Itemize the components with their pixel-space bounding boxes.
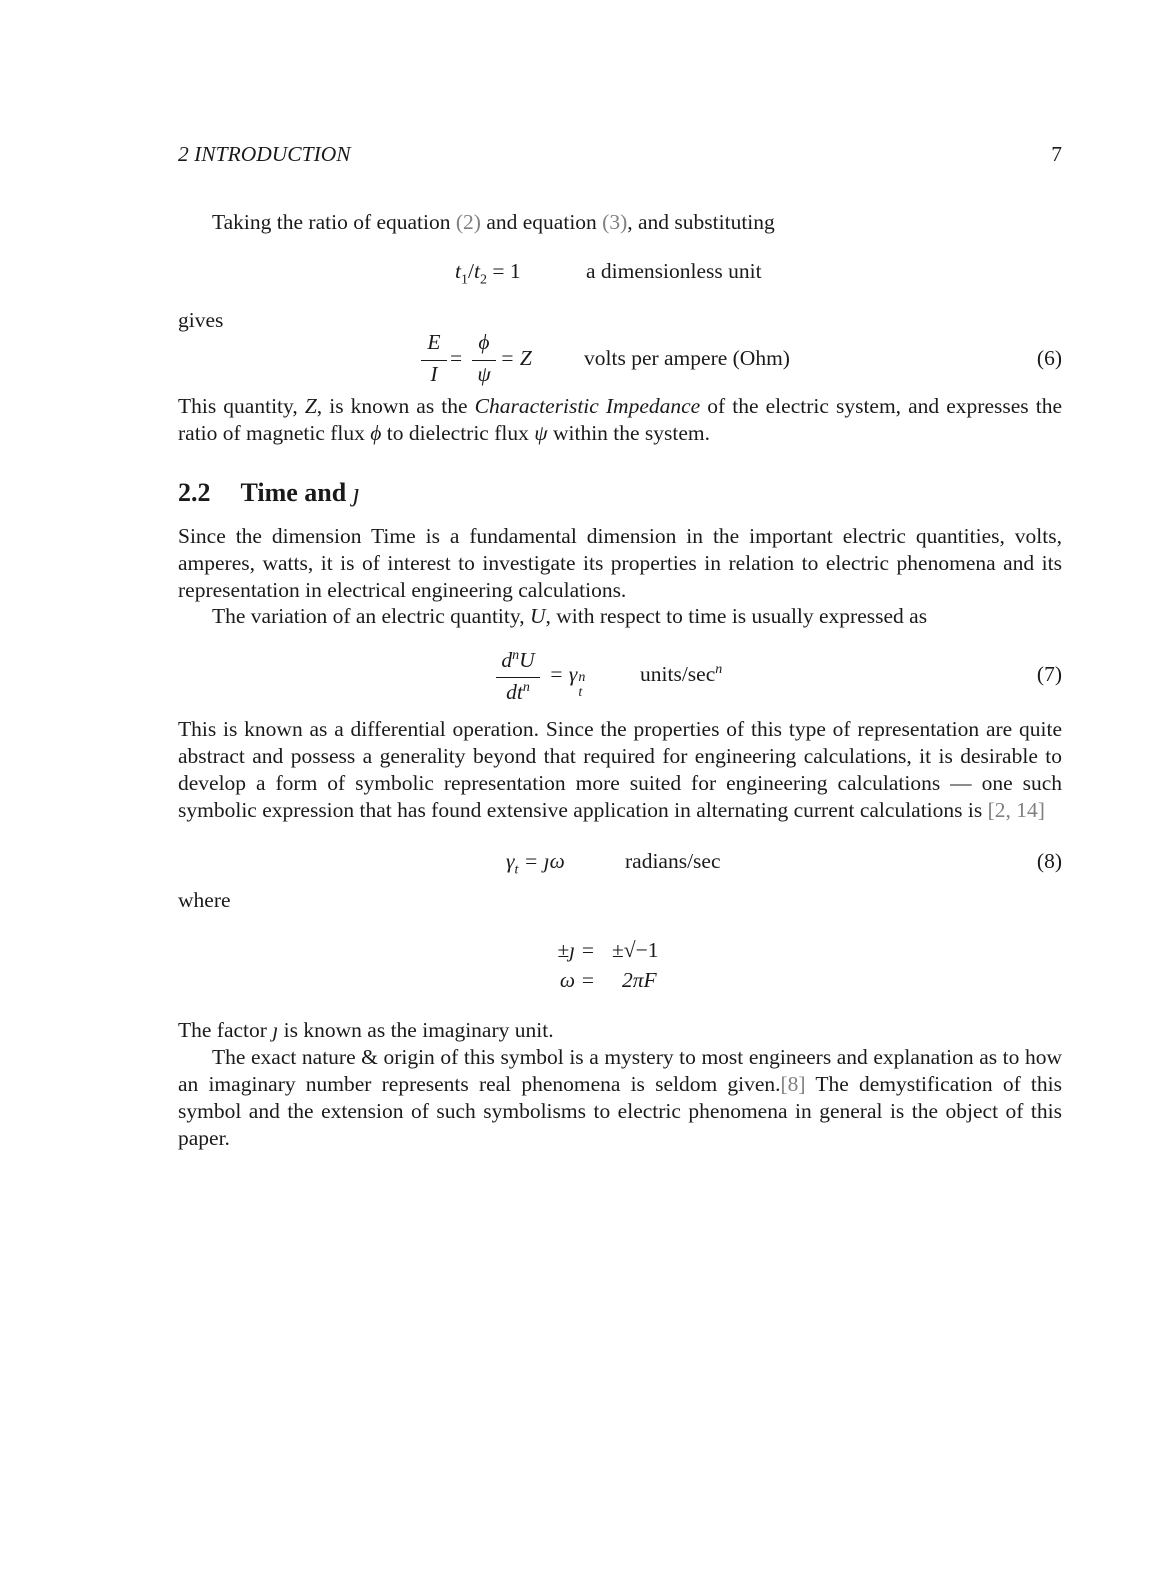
eq6-denominator-psi: ψ bbox=[477, 362, 491, 386]
def-omega-lhs: ω = bbox=[559, 968, 595, 992]
gamma: γ bbox=[506, 849, 515, 873]
superscript-n: n bbox=[522, 679, 530, 695]
eq6-fraction-bar bbox=[472, 360, 496, 361]
eq6-denominator-I: I bbox=[430, 362, 438, 386]
equals-one: = 1 bbox=[486, 259, 521, 283]
eq7-number: (7) bbox=[1036, 662, 1062, 686]
subscript: 1 bbox=[460, 272, 468, 288]
eq8-expression bbox=[506, 849, 565, 878]
citation-ref-2[interactable]: 2 bbox=[994, 798, 1006, 822]
def-omega-rhs: 2πF bbox=[622, 968, 657, 992]
text: within the system. bbox=[547, 421, 711, 445]
d: d bbox=[501, 648, 513, 672]
eq6-numerator-E: E bbox=[427, 330, 441, 354]
equation-ref-2[interactable]: (2) bbox=[455, 210, 481, 234]
dt: dt bbox=[506, 680, 523, 704]
text: The exact nature & origin of this symbol is a mystery to most engineers and explanation as to how an imaginary number represents real phenomena is seldom given. bbox=[178, 1045, 1062, 1096]
subscript-t: t bbox=[514, 862, 519, 878]
text: , is known as the bbox=[316, 394, 475, 418]
var-Z: Z bbox=[304, 394, 317, 418]
section-number: 2.2 bbox=[178, 478, 211, 507]
superscript-n: n bbox=[578, 670, 586, 685]
eq6-description: volts per ampere (Ohm) bbox=[584, 346, 790, 370]
slash: / bbox=[467, 259, 474, 283]
section-heading-2-2 bbox=[178, 478, 360, 508]
eq7-numerator bbox=[494, 648, 542, 673]
eq6-equals: = bbox=[450, 346, 463, 370]
paragraph-imaginary-unit bbox=[178, 1018, 554, 1043]
var-psi: ψ bbox=[534, 421, 548, 445]
word-gives: gives bbox=[178, 308, 224, 332]
text: Taking the ratio of equation bbox=[212, 210, 456, 234]
text: of the electric system, and expresses the ratio of magnetic flux bbox=[178, 394, 1062, 445]
comma: , bbox=[1005, 798, 1017, 822]
text: The variation of an electric quantity, bbox=[212, 604, 530, 628]
superscript-n: n bbox=[715, 661, 723, 677]
text: This quantity, bbox=[178, 394, 305, 418]
paragraph-differential-operation bbox=[178, 716, 1062, 824]
symbol-j: ȷ bbox=[272, 1018, 279, 1042]
paragraph-time-dimension: Since the dimension Time is a fundamental dimension in the important electric quantities, volts, amperes, watts, it is of interest to investigate its properties in relation to electric phenomena and its representation in electrical engineering calculations. bbox=[178, 524, 1062, 602]
citation-ref-8[interactable]: [8] bbox=[780, 1072, 806, 1096]
text: and equation bbox=[480, 210, 603, 234]
eq6-equals-Z: = Z bbox=[500, 346, 532, 370]
superscript-n: n bbox=[512, 647, 520, 663]
text: , and substituting bbox=[627, 210, 775, 234]
term-characteristic-impedance: Characteristic Impedance bbox=[474, 394, 701, 418]
rhs: = ȷω bbox=[518, 849, 565, 873]
var-t: t bbox=[455, 259, 461, 283]
var-phi: ϕ bbox=[370, 421, 382, 445]
symbol-j: ȷ bbox=[352, 478, 360, 507]
text: is known as the imaginary unit. bbox=[278, 1018, 554, 1042]
bracket: ] bbox=[1037, 798, 1045, 822]
def-j-lhs: ±ȷ = bbox=[557, 938, 595, 962]
paragraph-ratio-intro bbox=[212, 210, 775, 235]
equation-ref-3[interactable]: (3) bbox=[602, 210, 628, 234]
eq8-description: radians/sec bbox=[625, 849, 721, 873]
subscript-t: t bbox=[578, 685, 583, 700]
text: , with respect to time is usually expressed as bbox=[545, 604, 928, 628]
running-header-section: 2 INTRODUCTION bbox=[178, 142, 351, 166]
equals-gamma: = γ bbox=[549, 662, 578, 686]
paragraph-characteristic-impedance bbox=[178, 393, 1062, 447]
eq6-number: (6) bbox=[1036, 346, 1062, 370]
eq7-denominator bbox=[494, 680, 542, 705]
paragraph-demystification bbox=[178, 1044, 1062, 1152]
text: This is known as a differential operation. Since the properties of this type of representation are quite abstract and possess a generality beyond that required for engineering calculations, it is desirable to develop a form of symbolic representation more suited for engineering calculations — one such symbolic expression that has found extensive application in alternating current calculations is bbox=[178, 717, 1062, 822]
text: to dielectric flux bbox=[381, 421, 535, 445]
var-t: t bbox=[473, 259, 480, 283]
eq7-rhs bbox=[549, 662, 589, 700]
subscript: 2 bbox=[479, 272, 487, 288]
equation-time-ratio-desc: a dimensionless unit bbox=[586, 259, 762, 283]
var-U: U bbox=[519, 648, 535, 672]
var-U: U bbox=[530, 604, 546, 628]
eq7-fraction-bar bbox=[496, 677, 540, 678]
page-number: 7 bbox=[1051, 142, 1062, 166]
text: The factor bbox=[178, 1018, 273, 1042]
eq7-description bbox=[640, 662, 722, 687]
paragraph-variation bbox=[212, 604, 927, 629]
word-where: where bbox=[178, 888, 231, 912]
units: units/sec bbox=[640, 662, 716, 686]
eq8-number: (8) bbox=[1036, 849, 1062, 873]
eq6-numerator-phi: ϕ bbox=[478, 330, 490, 354]
equation-time-ratio bbox=[455, 259, 521, 288]
bracket: [ bbox=[987, 798, 995, 822]
eq6-fraction-bar bbox=[421, 360, 447, 361]
citation-ref-14[interactable]: 14 bbox=[1016, 798, 1038, 822]
def-j-rhs: ±√−1 bbox=[612, 938, 659, 962]
section-title: Time and bbox=[240, 478, 353, 507]
text: The demystification of this symbol and the extension of such symbolisms to electric phenomena in general is the object of this paper. bbox=[178, 1072, 1062, 1150]
